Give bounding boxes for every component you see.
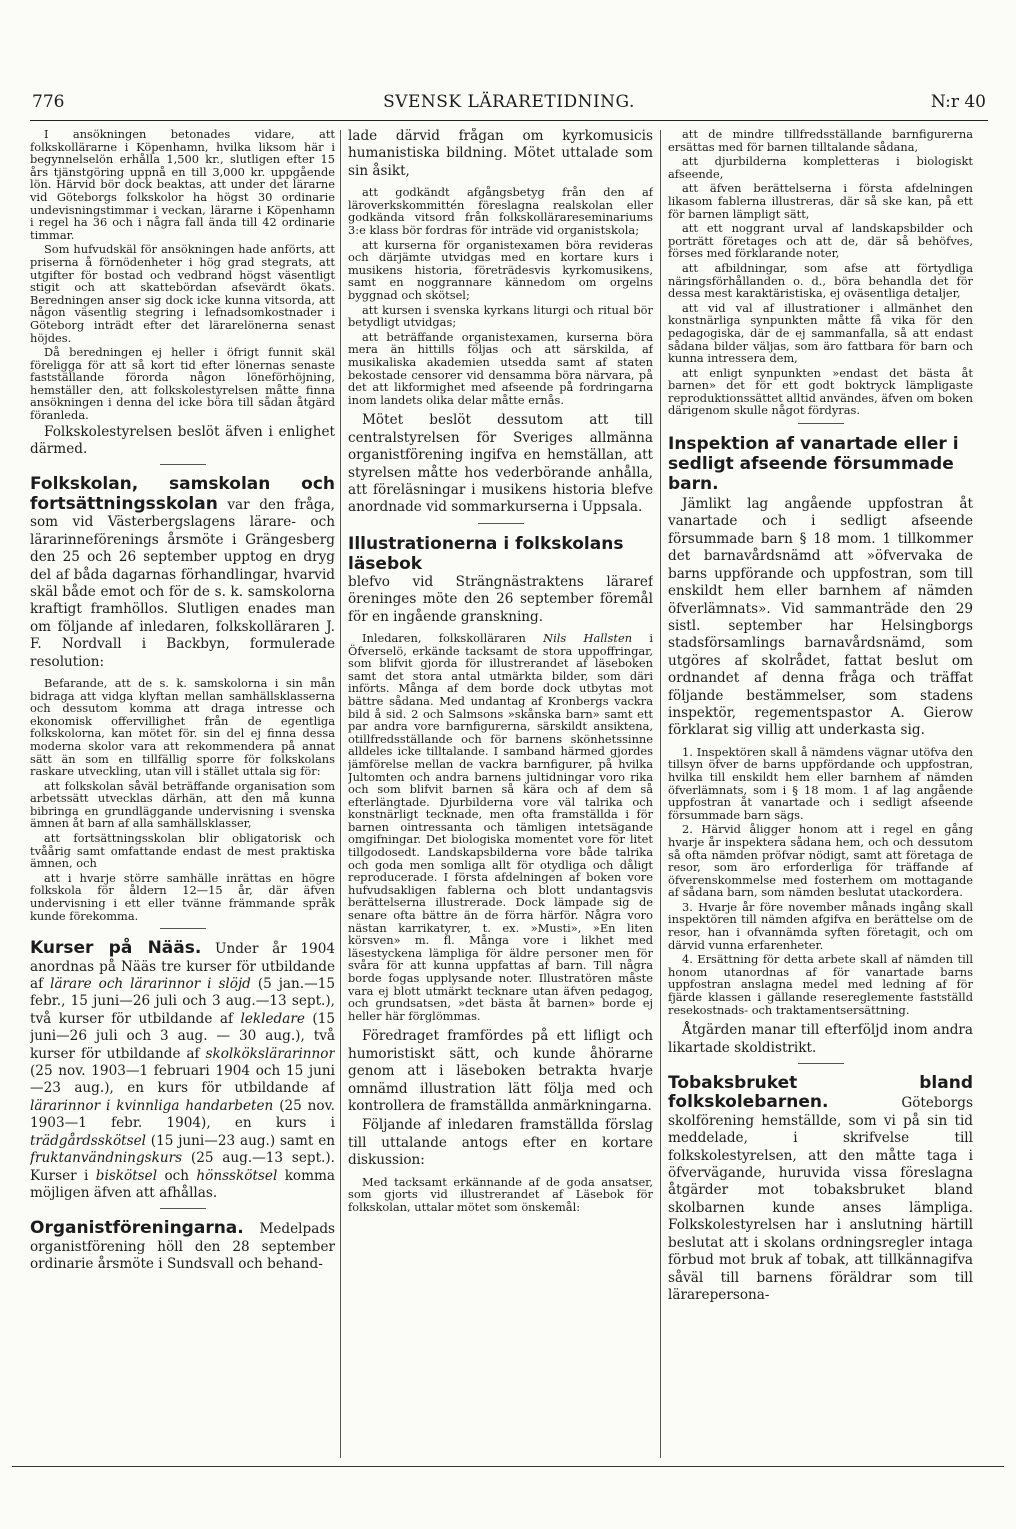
resolution-paragraph: att godkändt afgångsbetyg från den af läroverkskommittén föreslagna realskolan eller godkända vitsord från folkskollärareseminariums 3:e klass bör fordras för inträde vid organistskola; — [348, 185, 653, 237]
paragraph: Åtgärden manar till efterföljd inom andra likartade skoldistrikt. — [668, 1022, 973, 1056]
article-lead: blefvo vid Strängnästraktens läraref öreninges möte den 26 september föremål för en ingående granskning. — [348, 573, 653, 625]
issue-number: N:r 40 — [930, 92, 986, 112]
article-heading: Organistföreningarna. — [30, 1218, 244, 1239]
text-run: (25 aug.—13 sept.). Kurser i — [30, 1150, 335, 1184]
section-divider — [160, 928, 206, 929]
resolution-paragraph: att enligt synpunkten »endast det bästa åt barnen» det för ett godt boktryck lämpligaste reproduktionssättet alltid användes, äfven om boken därigenom skulle något fördyras. — [668, 365, 973, 418]
text-run: Inledaren, folkskolläraren — [362, 630, 526, 645]
section-divider — [798, 1063, 844, 1064]
article-lead: Göteborgs skolförening hemställde, som vi på sin tid meddelade, i skrifvelse till folkskolestyrelsen, att den måtte taga i öfvervägande, huruvida vissa föreslagna åtgärder mot tobaksbruket bland skolbarnen kunde anses lämpliga. Folkskolestyrelsen har i anslutning härtill beslutat att i skolans ordningsregler intaga förbud mot bruk af tobak, att tillkännagifva såväl till barnens föräldrar som till lärarepersona- — [668, 1095, 973, 1303]
paragraph: Föredraget framfördes på ett lifligt och humoristiskt sätt, och kunde åhörarne genom att i läseboken betrakta hvarje omnämd illustration lätt följa med och kontrollera de framställda anmärkningarna. — [348, 1028, 653, 1114]
numbered-paragraph: 4. Ersättning för detta arbete skall af nämden till honom utanordnas af för vanartade barns uppfostran anslagna medel med ledning af för fjärde klassen i gällande resereglemente fastställd resekostnads- och traktamentsersättning. — [668, 952, 973, 1017]
paragraph: Folkskolestyrelsen beslöt äfven i enlighet därmed. — [30, 423, 335, 458]
paragraph — [348, 632, 653, 1022]
bottom-rule — [12, 1466, 1004, 1467]
resolution-paragraph: att beträffande organistexamen, kurserna böra mera än hittills följas och att särskilda, af musikaliska akademien utsedda samt af staten bekostade censorer vid densamma böra närvara, på det att likformighet med afseende på fordringarna inom landets olika delar måtte ernås. — [348, 329, 653, 407]
article-illustrationerna — [348, 534, 653, 626]
resolution-paragraph: att äfven berättelserna i första afdelningen likasom fablerna illustreras, där så ske kan, på ett för barnen lämpligt sätt, — [668, 181, 973, 221]
section-divider — [798, 423, 844, 424]
article-inspektion — [668, 434, 973, 494]
column-rule — [340, 130, 341, 1458]
column-left — [30, 128, 335, 1458]
resolution-paragraph: att folkskolan såväl beträffande organisation som arbetssätt utvecklas därhän, att den må kunna bibringa en grundläggande undervisning i svenska ämnen åt barn af alla samhällsklasser, — [30, 778, 335, 831]
section-divider — [160, 464, 206, 465]
paragraph: Med tacksamt erkännande af de goda ansatser, som gjorts vid illustrerandet af Läsebok för folkskolan, uttalar mötet som önskemål: — [348, 1174, 653, 1214]
article-lead: var den fråga, som vid Västerbergslagens lärare- och lärarinneförenings årsmöte i Grängesberg den 25 och 26 september upptog en dryg del af båda dagarnas förhandlingar, hvarvid skäl både emot och för de s. k. samskolorna kraftigt framhöllos. Slutligen enades man om följande af inledaren, folkskolläraren J. F. Nordvall i Backbyn, formulerade resolution: — [30, 496, 335, 670]
article-heading: Folkskolan, samskolan och fortsättningsskolan — [30, 474, 335, 514]
resolution-paragraph: Befarande, att de s. k. samskolorna i sin mån bidraga att vidga klyftan mellan samhällsklasserna och dessutom komma att draga intresse och ekonomisk offervillighet från de egentliga folkskolorna, kan mötet för. sin del ej finna dessa moderna skolor vara att rekommendera på annat sätt än som en tillfällig sporre för folkskolans raskare utveckling, utan vill i stället uttala sig för: — [30, 675, 335, 779]
course-name: fruktanvändningskurs — [30, 1150, 183, 1167]
paragraph: I ansökningen betonades vidare, att folkskollärarne i Köpenhamn, hvilka liksom här i begynnelselön erhålla 1,500 kr., slutligen efter 15 års tjänstgöring uppnå en till 3,000 kr. uppgående lön. Härvid bör dock beaktas, att under det lärarne vid Göteborgs folkskolor ha högst 30 ordinarie undevisningstimmar i veckan, lärarne i Köpenhamn i regel ha 36 och i några fall ända till 42 ordinarie timmar. — [30, 128, 335, 242]
resolution-paragraph: att kursen i svenska kyrkans liturgi och ritual bör betydligt utvidgas; — [348, 302, 653, 330]
article-lead: Medelpads organistförening höll den 28 september ordinarie årsmöte i Sundsvall och behand- — [30, 1221, 335, 1273]
course-name: skolkökslärarinnor — [205, 1045, 335, 1062]
page-header — [30, 86, 988, 121]
text-run: (25 nov. 1903—1 febr. 1904), en kurs i — [30, 1097, 335, 1132]
resolution-paragraph: att djurbilderna kompletteras i biologiskt afseende, — [668, 154, 973, 181]
article-tobaksbruket — [668, 1074, 973, 1304]
course-name: lärarinnor i kvinnliga handarbeten — [30, 1097, 274, 1114]
article-heading: Inspektion af vanartade eller i sedligt afseende försummade barn. — [668, 434, 959, 495]
journal-title: SVENSK LÄRARETIDNING. — [383, 92, 635, 112]
resolution-paragraph: att ett noggrant urval af landskapsbilder och porträtt företages och att de, där så behöfves, förses med förklarande noter, — [668, 221, 973, 261]
column-middle — [348, 128, 653, 1458]
article-kurser — [30, 939, 335, 1202]
paragraph: Då beredningen ej heller i öfrigt funnit skäl föreligga för att så kort tid efter lönernas senaste fastställande förorda någon löneförhöjning, hemställer den, att folkskolestyrelsen måtte finna ansökningen i denna del icke böra till sådan åtgärd föranleda. — [30, 345, 335, 423]
column-rule — [660, 130, 661, 1458]
numbered-paragraph: 1. Inspektören skall å nämdens vägnar utöfva den tillsyn öfver de barns uppfördande och uppfostran, hvilka till enskildt hem eller barnhem af nämden öfverlämnats, som i § 18 mom. 1 af lag angående uppfostran åt vanartade och i sedligt afseende försummade barn sägs. — [668, 744, 973, 822]
person-name: Nils Hallsten — [543, 630, 633, 645]
text-run: (25 nov. 1903—1 februari 1904 och 15 juni—23 aug.), en kurs för utbildande af — [30, 1063, 335, 1097]
resolution-paragraph: att de mindre tillfredsställande barnfigurerna ersättas med för barnen tilltalande sådana, — [668, 128, 973, 154]
course-name: biskötsel — [95, 1167, 158, 1184]
course-name: hönsskötsel — [196, 1167, 278, 1184]
resolution-paragraph: att afbildningar, som afse att förtydliga näringsförhållanden o. d., böra behandla det för dessa mest karaktäristiska, ej oväsentliga detaljer, — [668, 260, 973, 301]
resolution-paragraph: att fortsättningsskolan blir obligatorisk och tvåårig samt omfattande endast de mest praktiska ämnen, och — [30, 831, 335, 871]
text-run: (15 juni—26 juli och 3 aug. — 30 aug.), två kurser för utbildande af — [30, 1010, 335, 1062]
numbered-paragraph: 3. Hvarje år före november månads ingång skall inspektören till nämden afgifva en berättelse om de resor, han i ofvannämda syften företagit, och om därvid vunna erfarenheter. — [668, 899, 973, 952]
article-heading: Kurser på Nääs. — [30, 938, 202, 959]
course-name: lekledare — [240, 1010, 305, 1027]
article-folkskolan — [30, 475, 335, 670]
course-name: trädgårdsskötsel — [30, 1132, 146, 1149]
text-run: Under år 1904 anordnas på Nääs tre kurser för utbildande af — [30, 941, 335, 993]
section-divider — [160, 1208, 206, 1209]
resolution-paragraph: att vid val af illustrationer i allmänhet den konstnärliga synpunkten måtte få vika för den pedagogiska, där de ej sammanfalla, så att endast sådana bilder väljas, som äro fattbara för barn och kunna intressera dem, — [668, 300, 973, 366]
text-run: (15 juni—23 aug.) samt en — [150, 1132, 335, 1149]
page-number: 776 — [32, 92, 65, 112]
section-divider — [478, 523, 524, 524]
column-right — [668, 128, 973, 1458]
paragraph: Jämlikt lag angående uppfostran åt vanartade och i sedligt afseende försummade barn § 18 mom. 1 tillkommer det barnavårdsnämd att »öfvervaka de barns uppförande och uppfostran, som till enskildt hem eller barnhem af nämden öfverlämnats». Vid sammanträde den 29 sistl. september har Helsingborgs stadsförsamlings barnavårdsnämd, som utgöres af skolrådet, fattat beslut om ordnandet af denna fråga och träffat följande bestämmelser, som stadens inspektör, regementspastor A. Gierow förklarat sig villig att underkasta sig. — [668, 496, 973, 739]
resolution-paragraph: att kurserna för organistexamen böra revideras och därjämte utvidgas med en kortare kurs i musikens historia, företrädesvis kyrkomusikens, samt en noggrannare kännedom om orgelns byggnad och skötsel; — [348, 237, 653, 302]
text-run: och — [164, 1167, 189, 1184]
numbered-paragraph: 2. Härvid åligger honom att i regel en gång hvarje år inspektera sådana hem, och och dessutom så ofta nämden pröfvar nödigt, samt att företaga de resor, som äro erforderliga för träffande af öfverenskommelse med fosterhem om mottagande af sådana barn, som nämden beslutat utackordera. — [668, 822, 973, 900]
text-run: komma möjligen äfven att afhållas. — [30, 1167, 335, 1201]
paragraph: lade därvid frågan om kyrkomusicis humanistiska bildning. Mötet uttalade som sin åsikt, — [348, 128, 653, 179]
resolution-paragraph: att i hvarje större samhälle inrättas en högre folkskola för åldern 12—15 år, där äfven undervisning i ett eller tvänne främmande språk kunde förekomma. — [30, 870, 335, 923]
article-organist — [30, 1219, 335, 1273]
course-name: lärare och lärarinnor i slöjd — [50, 976, 251, 993]
text-run: (5 jan.—15 febr., 15 juni—26 juli och 3 aug.—13 sept.), två kurser för utbildande af — [30, 976, 335, 1027]
paragraph: Följande af inledaren framställda förslag till uttalande antogs efter en kortare diskussion: — [348, 1117, 653, 1169]
paragraph: Som hufvudskäl för ansökningen hade anförts, att priserna å förnödenheter i hög grad stegrats, att utgifter för bostad och vedbrand högst väsentligt stigit och att skattebördan afsevärdt ökats. Beredningen anser sig dock icke kunna vitsorda, att någon väsentlig stegring i lefnadsomkostnader i Göteborg inträdt efter det lärarelönerna senast höjdes. — [30, 242, 335, 345]
article-heading: Tobaksbruket bland folkskolebarnen. — [668, 1073, 973, 1113]
article-heading: Illustrationerna i folkskolans läsebok — [348, 533, 624, 574]
text-run: i Öfverselö, erkände tacksamt de stora uppoffringar, som blifvit gjorda för illustrerandet af läseboken samt det stora antal utmärkta bilder, som däri införts. Många af dem borde dock utbytas mot bättre sådana. Med undantag af Kronbergs vackra bild å sid. 2 och Salmsons »skånska barn» samt ett par andra vore barnfigurerna, särskildt ansiktena, otillfredsställande och för barnens skönhetssinne alldeles icke tilltalande. I samband härmed gjordes jämförelse mellan de vackra barnfigurer, på hvilka Jultomten och andra barnens jultidningar voro rika och som blifvit barnen så kära och af dem så efterlängtade. Djurbilderna vore väl talrika och konstnärligt tecknade, men ofta framställda i för barnen ointressanta och tämligen intetsägande omgifningar. Det biologiska momentet vore för litet tillgodosedt. Landskapsbilderna vore både talrika och goda men somliga allt för otydliga och dåligt reproducerade. I första afdelningen af boken vore hufvudsakligen fablerna och blott undantagsvis berättelserna illustrerade. Dock lämpade sig de senare ofta bättre än de förra härför. Några voro nästan karrikatyrer, t. ex. »Musti», »En liten körsven» m. fl. Många vore i likhet med läsestyckena lämpliga för äldre personer men för svåra för att kunna uppfattas af barn. Till några borde fogas upplysande noter. Illustratören måste vara ej blott utmärkt tecknare utan äfven pedagog, och grundsatsen, »det bästa åt barnen» borde ej heller här förglömmas. — [348, 630, 653, 1023]
paragraph: Mötet beslöt dessutom att till centralstyrelsen för Sveriges allmänna organistförening ingifva en hemställan, att styrelsen måtte hos vederbörande anhålla, att föreläsningar i musikens historia blefve anordnade vid sommarkurserna i Uppsala. — [348, 412, 653, 516]
